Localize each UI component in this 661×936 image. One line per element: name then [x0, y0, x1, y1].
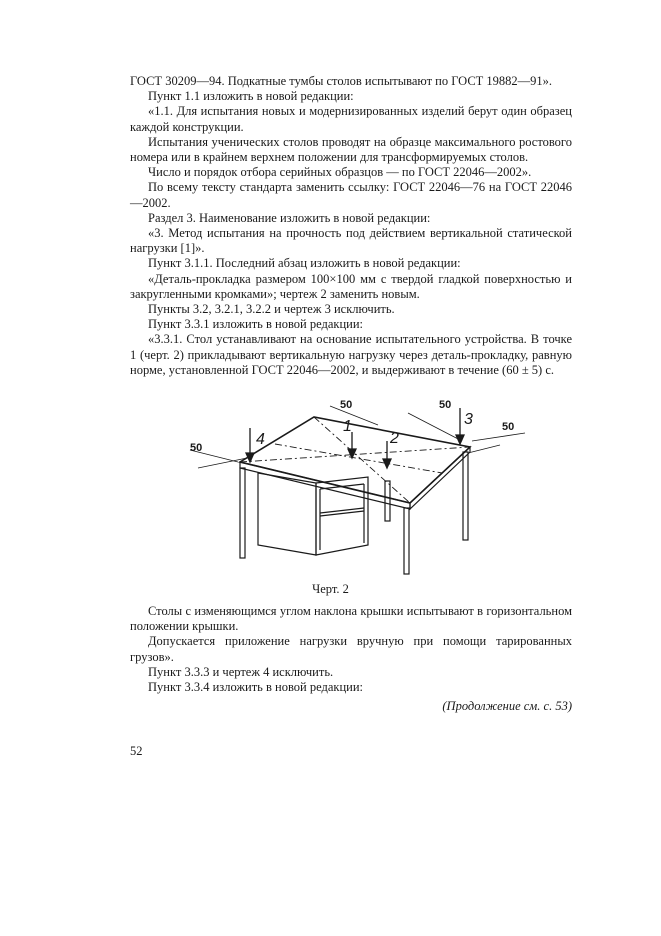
figure-caption: Черт. 2 [312, 582, 349, 596]
paragraph: Число и порядок отбора серийных образцов — по ГОСТ 22046—2002». [148, 165, 532, 180]
paragraph: «3.3.1. Стол устанавливают на основание испытательного устройства. В точке 1 (черт. 2) прикладывают вертикальную нагрузку через деталь-прокладку, равную норме, установленной ГОСТ 22046—2002, и выдерживают в течение (60 ± 5) с. [130, 332, 572, 377]
dim-label: 50 [190, 442, 203, 454]
point-label: 3 [464, 411, 473, 428]
paragraph: Пункт 3.3.1 изложить в новой редакции: [148, 317, 364, 332]
point-label: 1 [343, 418, 352, 435]
paragraph: «3. Метод испытания на прочность под действием вертикальной статической нагрузки [1]». [130, 226, 572, 256]
paragraph: Пункт 3.1.1. Последний абзац изложить в новой редакции: [148, 256, 461, 271]
bottom-text-block [130, 604, 572, 695]
paragraph: «Деталь-прокладка размером 100×100 мм с твердой гладкой поверхностью и закругленными кромками»; чертеж 2 заменить новым. [130, 271, 572, 301]
point-label: 4 [256, 431, 265, 448]
paragraph: «1.1. Для испытания новых и модернизированных изделий берут один образец каждой конструкции. [130, 104, 572, 134]
point-label: 2 [390, 430, 399, 447]
leg-front-right [404, 508, 409, 574]
dim-label: 50 [502, 421, 515, 433]
paragraph: ГОСТ 30209—94. Подкатные тумбы столов испытывают по ГОСТ 19882—91». [130, 74, 553, 88]
paragraph: Раздел 3. Наименование изложить в новой редакции: [148, 210, 431, 225]
paragraph: Пункт 1.1 изложить в новой редакции: [148, 89, 354, 104]
top-text-block [130, 74, 572, 378]
leg-front-left [240, 468, 245, 558]
paragraph: Пункт 3.3.4 изложить в новой редакции: [148, 680, 364, 695]
paragraph: Столы с изменяющимся углом наклона крышки испытывают в горизонтальном положении крышки. [130, 604, 572, 634]
continuation-note: (Продолжение см. с. 53) [442, 699, 572, 713]
paragraph: Пункты 3.2, 3.2.1, 3.2.2 и чертеж 3 исключить. [148, 302, 395, 317]
table-drawing [180, 395, 530, 580]
dim-label: 50 [439, 399, 452, 411]
leg-back-middle [385, 481, 390, 521]
paragraph: Испытания ученических столов проводят на образце максимального ростового номера или в крайнем верхнем положении для трансформируемых столов. [130, 134, 572, 165]
paragraph: Допускается приложение нагрузки вручную при помощи тарированных грузов». [130, 634, 572, 664]
dim-label: 50 [340, 399, 353, 411]
cabinet-front [258, 473, 316, 555]
page-number: 52 [130, 744, 143, 758]
paragraph: Пункт 3.3.3 и чертеж 4 исключить. [148, 664, 334, 679]
leg-back-right [463, 452, 468, 540]
paragraph: По всему тексту стандарта заменить ссылку: ГОСТ 22046—76 на ГОСТ 22046—2002. [130, 180, 572, 210]
